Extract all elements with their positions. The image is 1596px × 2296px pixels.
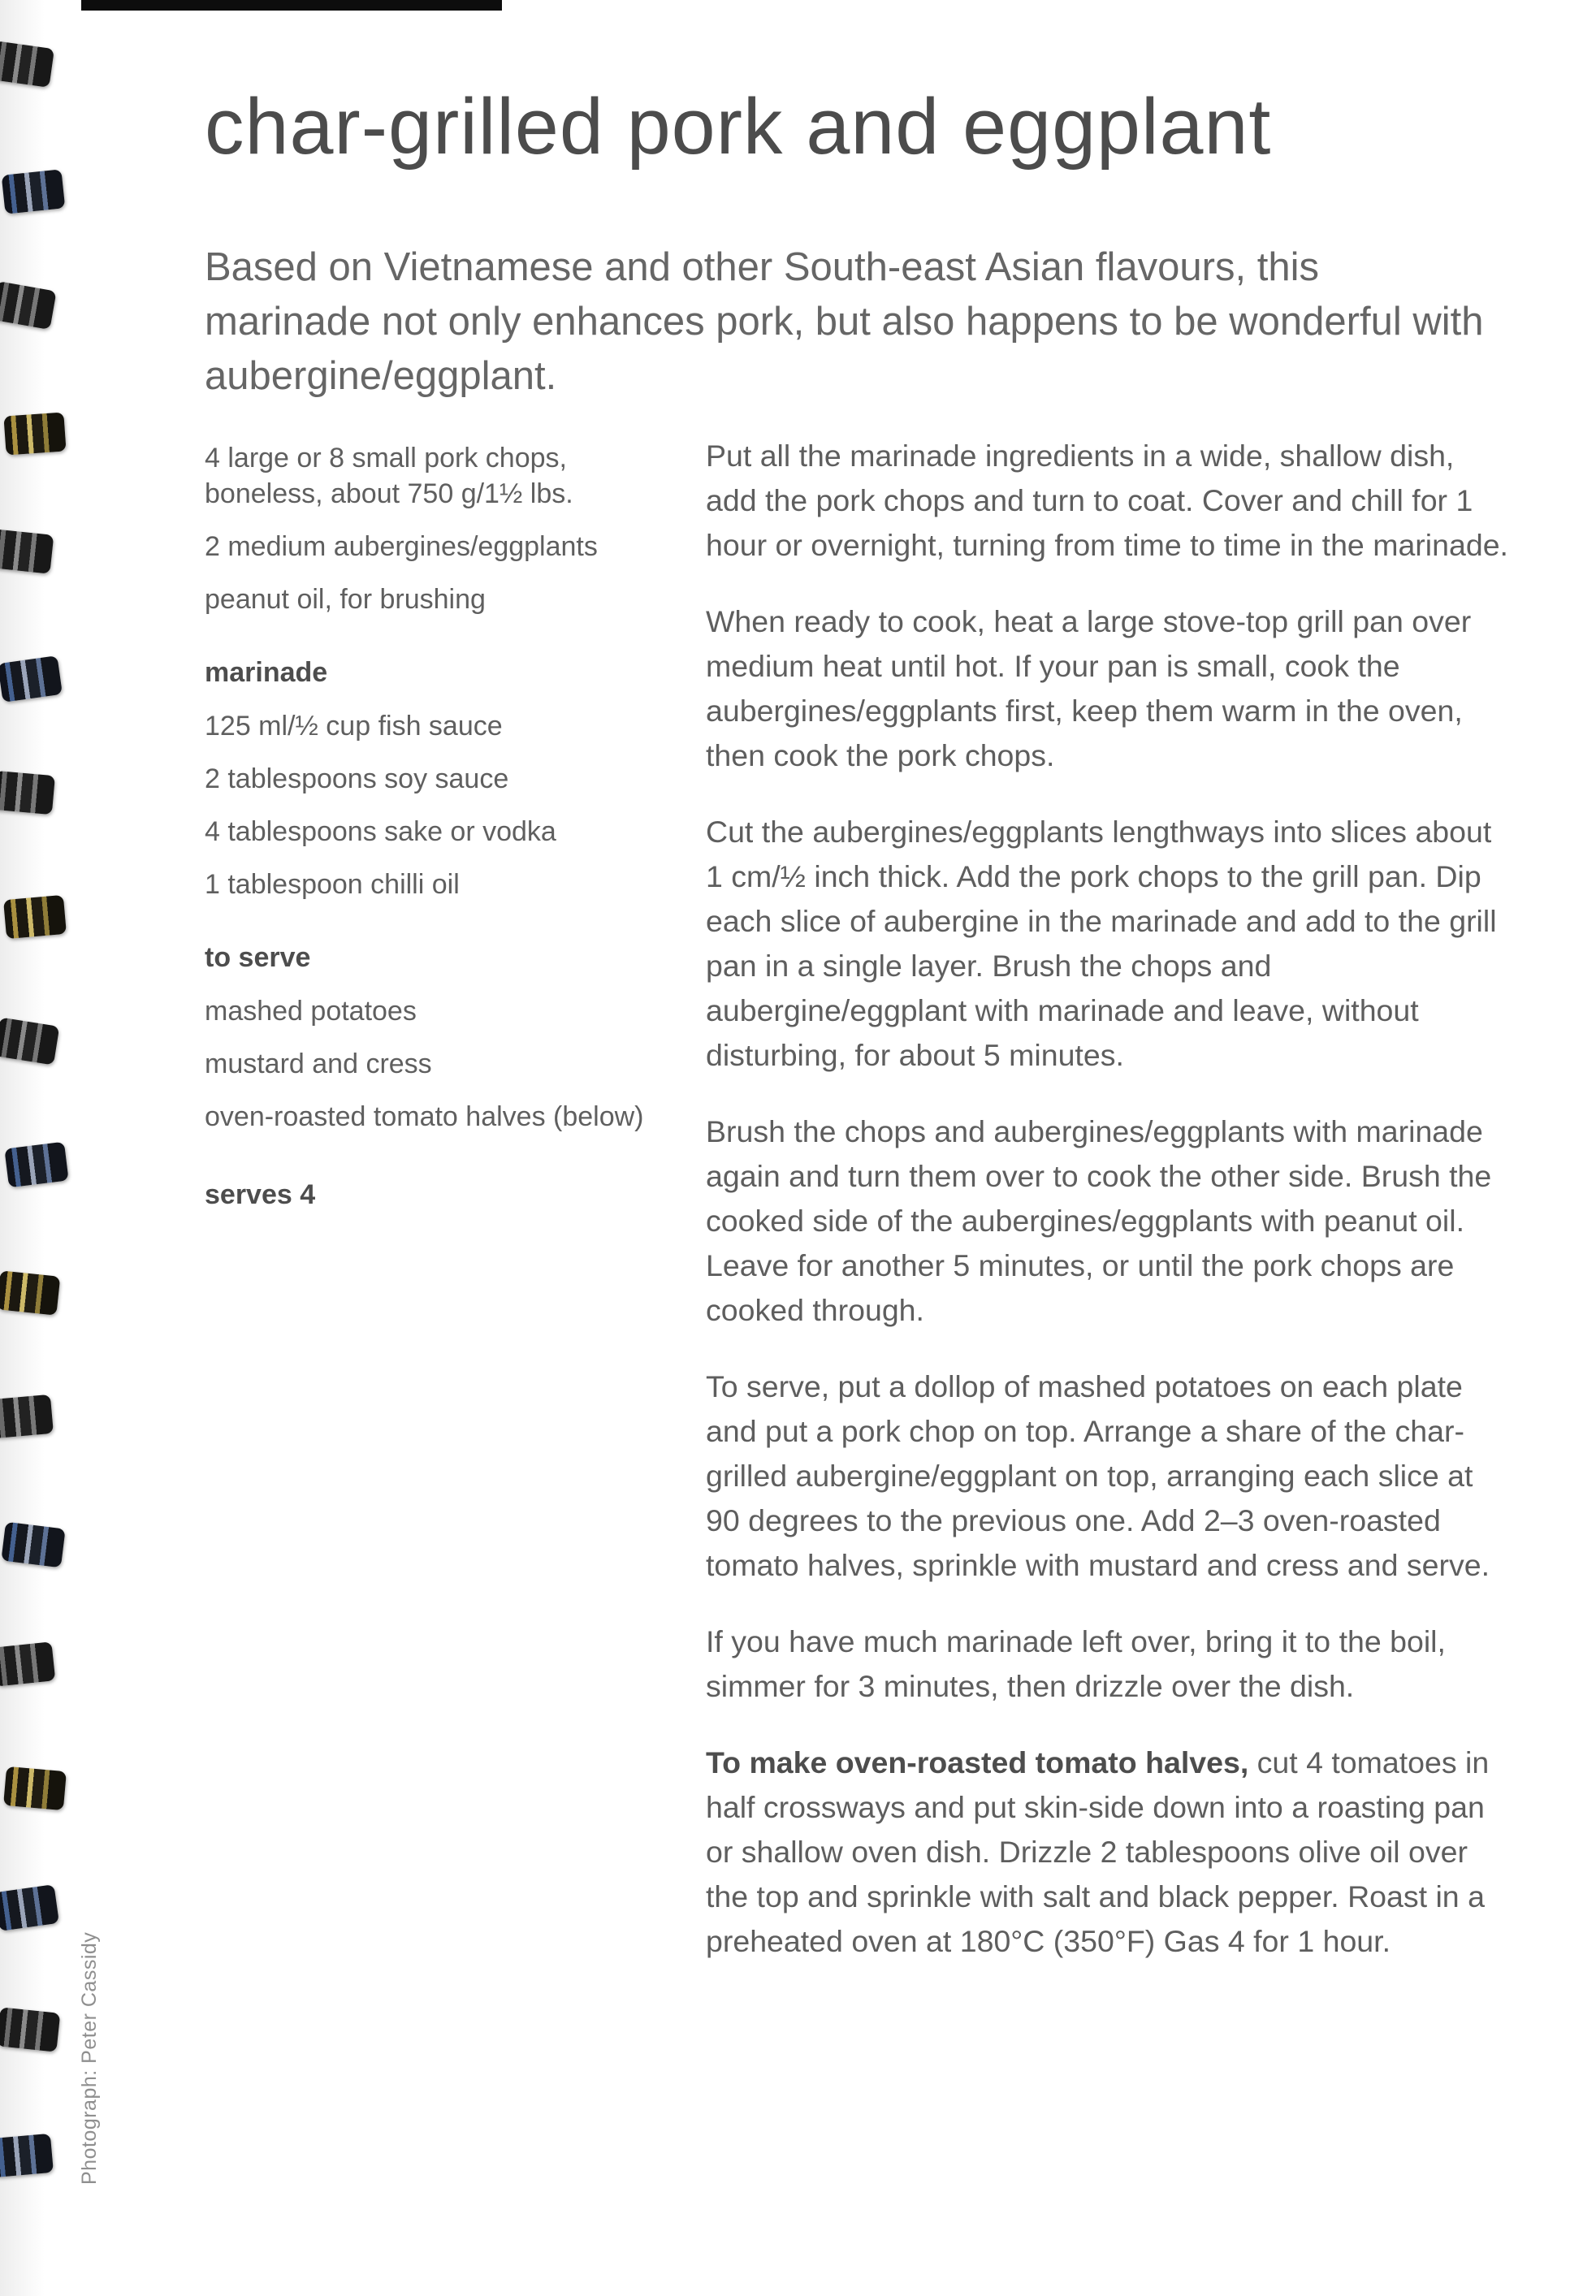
ingredient-item: peanut oil, for brushing	[205, 584, 486, 615]
method-column	[706, 434, 1512, 1995]
method-paragraph-rest: cut 4 tomatoes in half crossways and put skin-side down into a roasting pan or shallow oven dish. Drizzle 2 tablespoons olive oil over the top and sprinkle with salt and black pepper. Roast in a preheated oven at 180°C (350°F) Gas 4 for 1 hour.	[706, 1745, 1490, 1958]
spiral-binding-ring	[1, 1522, 65, 1568]
spiral-binding-ring	[0, 281, 57, 330]
photo-credit: Photograph: Peter Cassidy	[78, 1931, 101, 2185]
method-paragraph: When ready to cook, heat a large stove-top grill pan over medium heat until hot. If your pan is small, cook the aubergines/eggplants first, keep them warm in the oven, then cook the pork chops.	[706, 604, 1472, 772]
spiral-binding-ring	[3, 895, 67, 939]
method-paragraph: To serve, put a dollop of mashed potatoes on each plate and put a pork chop on top. Arrange a share of the char-grilled aubergine/eggplant on top, arranging each slice at 90 degrees to the previous one. Add 2–3 oven-roasted tomato halves, sprinkle with mustard and cress and serve.	[706, 1369, 1490, 1582]
recipe-intro: Based on Vietnamese and other South-east Asian flavours, this marinade not only enhances pork, but also happens to be wonderful with aubergine/eggplant.	[205, 245, 1484, 398]
spiral-binding-ring	[0, 655, 63, 703]
spiral-binding-ring	[0, 1641, 55, 1686]
spiral-binding-ring	[0, 41, 54, 88]
ingredients-column	[205, 440, 650, 1213]
serves-label: serves 4	[205, 1179, 316, 1210]
ingredient-item: 4 large or 8 small pork chops, boneless, about 750 g/1½ lbs.	[205, 443, 573, 509]
method-paragraph: Put all the marinade ingredients in a wide, shallow dish, add the pork chops and turn to coat. Cover and chill for 1 hour or overnight, turning from time to time in the marinade.	[706, 439, 1508, 562]
method-bold-lead: To make oven-roasted tomato halves,	[706, 1745, 1249, 1779]
marinade-heading: marinade	[205, 657, 328, 688]
method-paragraph: Cut the aubergines/eggplants lengthways into slices about 1 cm/½ inch thick. Add the pork chops to the grill pan. Dip each slice of aubergine in the marinade and add to the grill pan in a single layer. Brush the chops and aubergine/eggplant with marinade and leave, without disturbing, for about 5 minutes.	[706, 815, 1497, 1072]
spiral-binding-ring	[4, 1142, 68, 1188]
spiral-binding-ring	[0, 529, 54, 573]
to-serve-heading: to serve	[205, 942, 311, 973]
ingredient-item: mustard and cress	[205, 1049, 432, 1079]
method-paragraph: If you have much marinade left over, bring it to the boil, simmer for 3 minutes, then drizzle over the dish.	[706, 1624, 1446, 1703]
ingredient-item: 2 medium aubergines/eggplants	[205, 531, 598, 562]
spiral-binding-ring	[0, 1270, 60, 1315]
ingredient-item: 1 tablespoon chilli oil	[205, 869, 460, 900]
method-paragraph: Brush the chops and aubergines/eggplants with marinade again and turn them over to cook the other side. Brush the cooked side of the aubergines/eggplants with peanut oil. Leave for another 5 minutes, or until the pork chops are cooked through.	[706, 1114, 1492, 1327]
spiral-binding-ring	[0, 2134, 54, 2177]
ingredient-item: 2 tablespoons soy sauce	[205, 763, 509, 794]
ingredient-item: 125 ml/½ cup fish sauce	[205, 711, 503, 742]
page-title: char-grilled pork and eggplant	[205, 82, 1272, 171]
spiral-binding-ring	[0, 1884, 59, 1931]
scan-edge-strip	[81, 0, 502, 11]
spiral-binding-ring	[0, 1018, 59, 1066]
spiral-binding-ring	[0, 2007, 60, 2052]
ingredient-item: oven-roasted tomato halves (below)	[205, 1101, 644, 1132]
spiral-binding-ring	[3, 412, 66, 455]
spiral-binding-ring	[0, 771, 55, 815]
spiral-binding-ring	[2, 169, 66, 214]
ingredient-item: 4 tablespoons sake or vodka	[205, 816, 556, 847]
method-paragraph-tomato-halves	[706, 1740, 1512, 1964]
ingredient-item: mashed potatoes	[205, 996, 417, 1027]
spiral-binding-ring	[0, 1394, 54, 1438]
spiral-binding-ring	[3, 1766, 67, 1810]
